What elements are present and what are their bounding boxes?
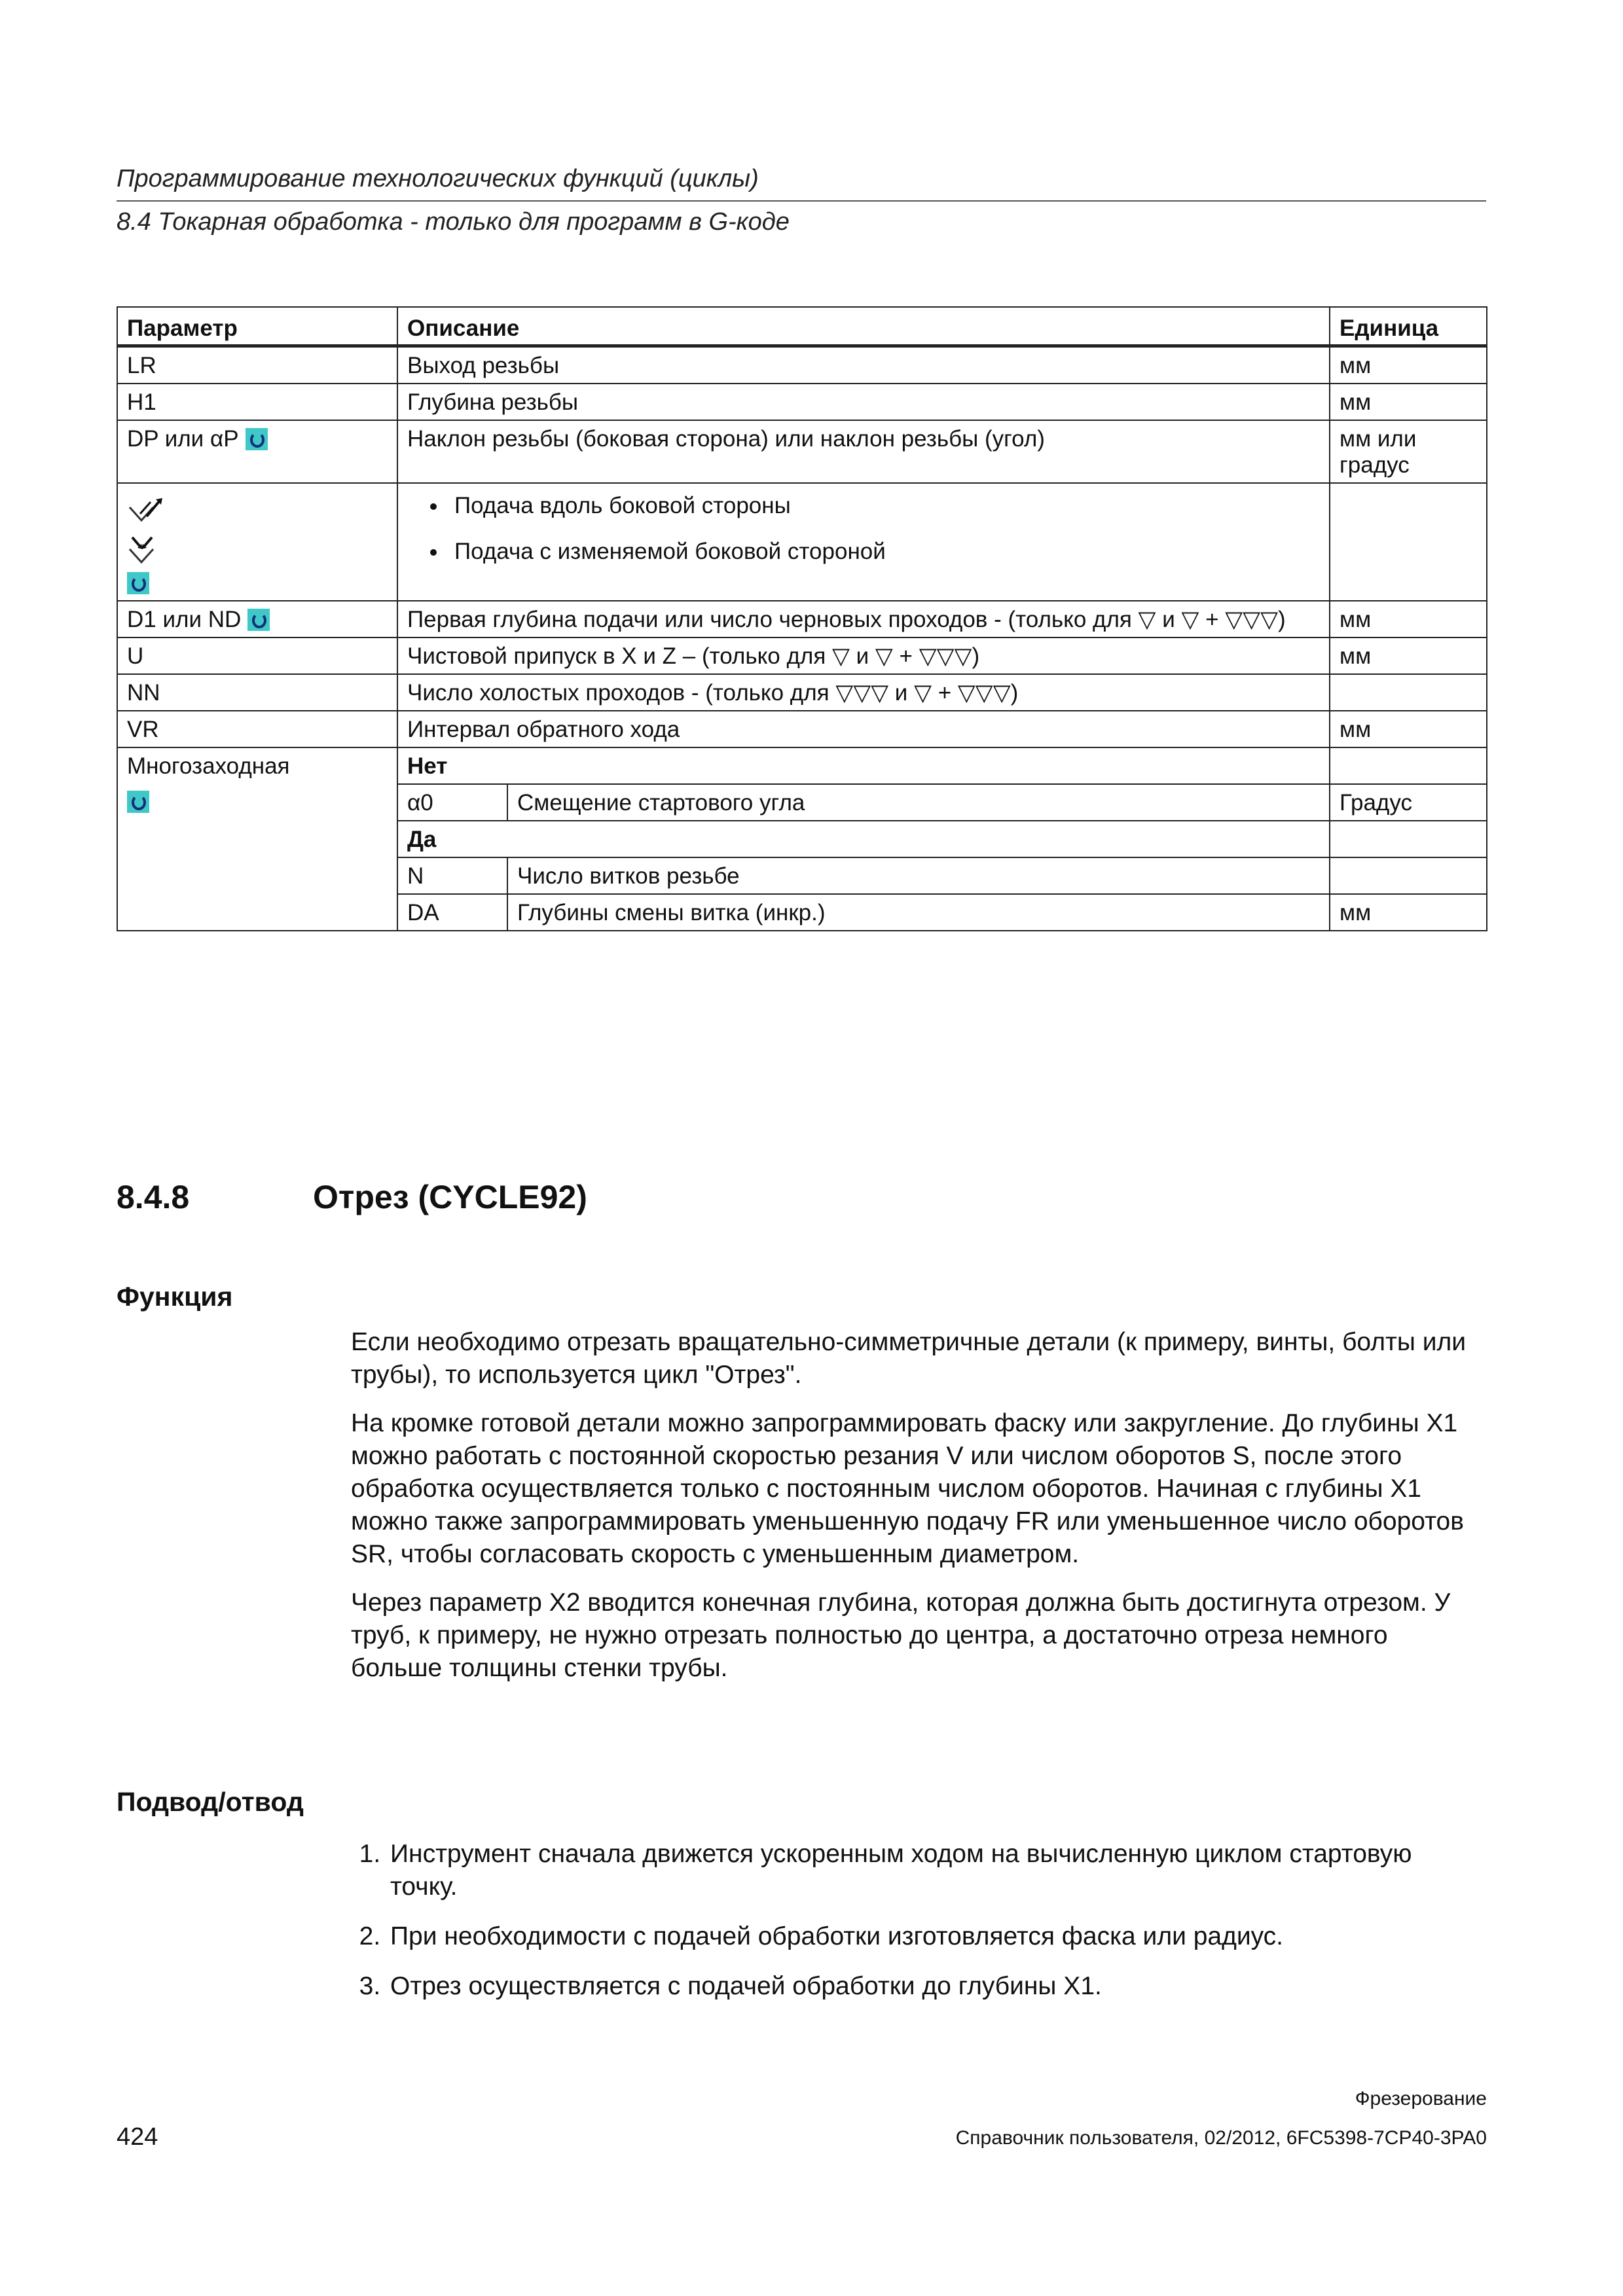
- param-cell: H1: [117, 384, 397, 420]
- approach-steps: [351, 1838, 1484, 2020]
- sub-param-cell: DA: [397, 894, 507, 931]
- paragraph: Если необходимо отрезать вращательно-симметричные детали (к примеру, винты, болты или трубы), то используется цикл "Отрез".: [351, 1328, 1467, 1389]
- unit-cell: [1330, 747, 1487, 784]
- paragraph: На кромке готовой детали можно запрограммировать фаску или закругление. До глубины X1 можно работать с постоянной скоростью резания V или числом оборотов S, после этого обработка осуществляется только с постоянным числом оборотов. Начиная с глубины X1 можно также запрограммировать уменьшенную подачу FR или уменьшенное число оборотов SR, чтобы согласовать скорость с уменьшенным диаметром.: [351, 1409, 1464, 1568]
- unit-cell: [1330, 821, 1487, 857]
- page-number: 424: [117, 2123, 158, 2151]
- option-no-label: Нет: [397, 747, 1330, 784]
- unit-cell: [1330, 674, 1487, 711]
- list-item: 2. При необходимости с подачей обработки изготовляется фаска или радиус.: [388, 1920, 1484, 1953]
- approach-heading: Подвод/отвод: [117, 1787, 304, 1817]
- desc-cell: [397, 483, 1330, 601]
- cycle-toggle-icon: [246, 428, 268, 450]
- param-text: D1 или ND: [127, 607, 242, 632]
- col-header-param: Параметр: [117, 307, 397, 346]
- function-heading: Функция: [117, 1282, 233, 1312]
- parameter-table: [117, 306, 1487, 931]
- feed-icons-cell: [117, 483, 397, 601]
- param-text: DP или αP: [127, 426, 239, 452]
- cycle-toggle-icon: [127, 791, 149, 813]
- desc-cell: Наклон резьбы (боковая сторона) или наклон резьбы (угол): [397, 420, 1330, 483]
- section-heading: [117, 1178, 587, 1216]
- desc-cell: Чистовой припуск в X и Z – (только для ▽ и ▽ + ▽▽▽): [397, 637, 1330, 674]
- unit-cell: мм: [1330, 637, 1487, 674]
- desc-cell: Выход резьбы: [397, 346, 1330, 384]
- unit-cell: мм или градус: [1330, 420, 1487, 483]
- col-header-desc: Описание: [397, 307, 1330, 346]
- unit-cell: мм: [1330, 384, 1487, 420]
- table-row: [117, 747, 1487, 784]
- col-header-unit: Единица: [1330, 307, 1487, 346]
- cycle-toggle-icon: [127, 572, 149, 594]
- param-cell: VR: [117, 711, 397, 747]
- param-cell: [117, 747, 397, 931]
- header-divider: [117, 200, 1486, 202]
- param-cell: LR: [117, 346, 397, 384]
- param-cell: NN: [117, 674, 397, 711]
- section-number: 8.4.8: [117, 1179, 190, 1215]
- param-text: Многозаходная: [127, 753, 290, 779]
- table-row: [117, 674, 1487, 711]
- desc-cell: Число холостых проходов - (только для ▽▽▽ и ▽ + ▽▽▽): [397, 674, 1330, 711]
- desc-cell: Глубины смены витка (инкр.): [507, 894, 1330, 931]
- desc-cell: Смещение стартового угла: [507, 784, 1330, 821]
- table-row: [117, 711, 1487, 747]
- unit-cell: мм: [1330, 601, 1487, 637]
- section-title: Отрез (CYCLE92): [313, 1179, 587, 1215]
- unit-cell: мм: [1330, 711, 1487, 747]
- list-item: 3. Отрез осуществляется с подачей обработки до глубины X1.: [388, 1970, 1484, 2003]
- table-row: [117, 637, 1487, 674]
- option-yes-label: Да: [397, 821, 1330, 857]
- desc-cell: Интервал обратного хода: [397, 711, 1330, 747]
- unit-cell: Градус: [1330, 784, 1487, 821]
- cycle-toggle-icon: [247, 609, 270, 631]
- unit-cell: [1330, 483, 1487, 601]
- table-row: [117, 601, 1487, 637]
- param-cell: [117, 601, 397, 637]
- numbered-list: [351, 1838, 1484, 2003]
- flank-infeed-icon: [127, 494, 166, 527]
- table-row: [117, 346, 1487, 384]
- param-cell: [117, 420, 397, 483]
- unit-cell: [1330, 857, 1487, 894]
- param-cell: U: [117, 637, 397, 674]
- sub-param-cell: α0: [397, 784, 507, 821]
- desc-cell: Глубина резьбы: [397, 384, 1330, 420]
- function-text: [351, 1326, 1484, 1700]
- desc-cell: Первая глубина подачи или число черновых проходов - (только для ▽ и ▽ + ▽▽▽): [397, 601, 1330, 637]
- table-row: [117, 384, 1487, 420]
- list-item: 1. Инструмент сначала движется ускоренным ходом на вычисленную циклом стартовую точку.: [388, 1838, 1484, 1903]
- table-header-row: [117, 307, 1487, 346]
- running-header-subtitle: 8.4 Токарная обработка - только для программ в G-коде: [117, 208, 790, 236]
- sub-param-cell: N: [397, 857, 507, 894]
- list-item: • Подача с изменяемой боковой стороной: [448, 539, 1321, 565]
- table-row: [117, 420, 1487, 483]
- paragraph: Через параметр X2 вводится конечная глубина, которая должна быть достигнута отрезом. У труб, к примеру, не нужно отрезать полностью до центра, а достаточно отреза немного больше толщины стенки трубы.: [351, 1588, 1451, 1682]
- table-row: [117, 483, 1487, 601]
- footer-reference: Справочник пользователя, 02/2012, 6FC5398-7CP40-3PA0: [955, 2127, 1487, 2149]
- desc-cell: Число витков резьбе: [507, 857, 1330, 894]
- unit-cell: мм: [1330, 894, 1487, 931]
- running-header-title: Программирование технологических функций (циклы): [117, 165, 759, 192]
- footer-title: Фрезерование: [1355, 2088, 1487, 2109]
- alternating-flank-icon: [127, 535, 166, 567]
- unit-cell: мм: [1330, 346, 1487, 384]
- list-item: • Подача вдоль боковой стороны: [448, 493, 1321, 519]
- bullet-list: [407, 493, 1321, 565]
